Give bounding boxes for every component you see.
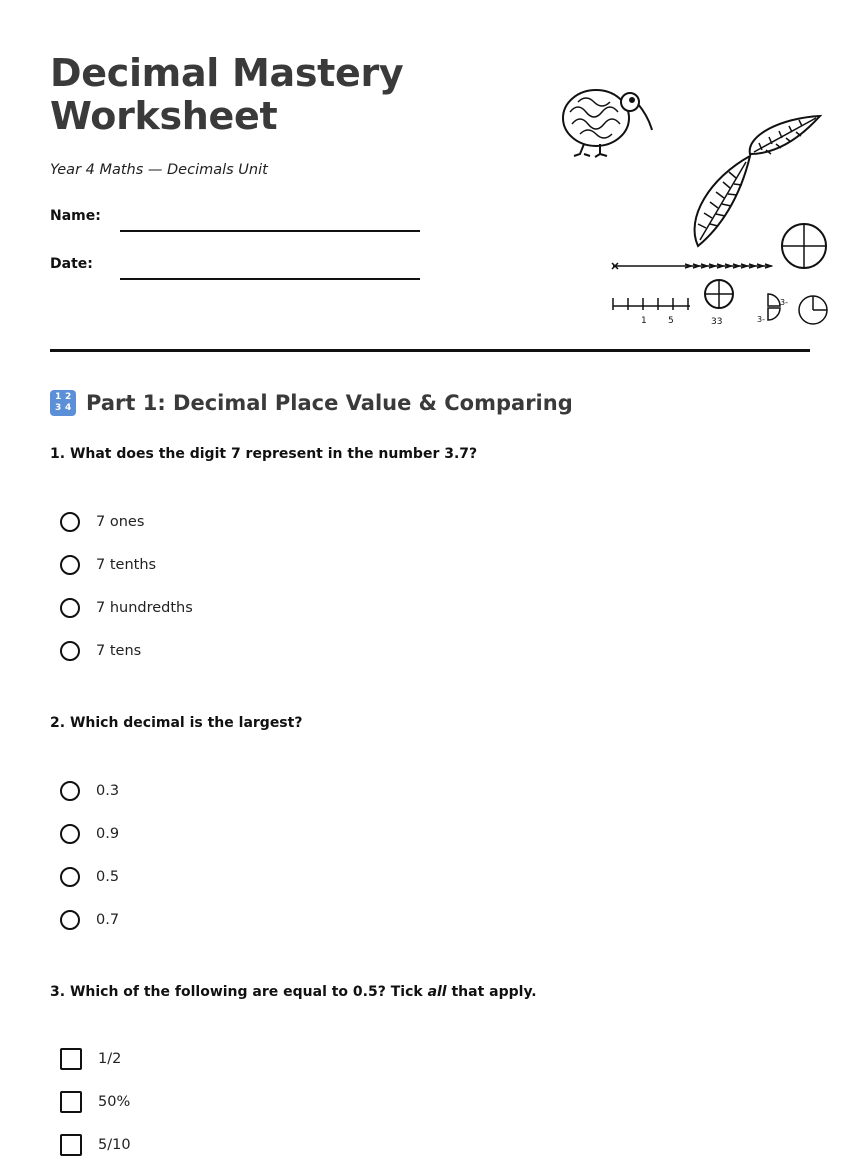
option-label: 5/10: [98, 1136, 131, 1153]
date-input-line[interactable]: [120, 278, 420, 280]
small-label-33: 33: [711, 317, 723, 327]
1234-icon: [50, 390, 76, 416]
icon-digit-4: 4: [65, 403, 72, 413]
page-title: [50, 52, 470, 138]
option-item[interactable]: [60, 543, 460, 586]
small-label-3b: 3-: [757, 315, 765, 324]
small-label-3a: 3-: [780, 298, 788, 307]
radio-button[interactable]: [60, 598, 80, 618]
option-item[interactable]: [60, 1037, 460, 1080]
option-item[interactable]: [60, 855, 460, 898]
question-1-options: [60, 500, 460, 672]
number-line-label-5: 5: [668, 316, 674, 326]
question-1: [50, 446, 477, 462]
option-label: 7 tens: [96, 642, 142, 659]
option-item[interactable]: [60, 812, 460, 855]
title-line-1: Decimal Mastery: [50, 51, 404, 95]
option-label: 0.7: [96, 911, 120, 928]
name-field[interactable]: [50, 204, 420, 230]
option-item[interactable]: [60, 500, 460, 543]
option-label: 7 ones: [96, 513, 145, 530]
number-line-label-1: 1: [641, 316, 647, 326]
name-label: Name:: [50, 208, 101, 224]
fraction-circle-icon: [768, 294, 827, 324]
option-label: 0.9: [96, 825, 120, 842]
checkbox[interactable]: [60, 1134, 82, 1156]
question-text-before: Which of the following are equal to 0.5? Tick: [69, 984, 428, 1000]
header-divider: [50, 349, 810, 352]
worksheet-header: [50, 51, 810, 327]
question-3: [50, 984, 537, 1000]
question-2: [50, 715, 302, 731]
number-line-icon: [612, 263, 772, 310]
question-text-emphasis: all: [427, 984, 447, 1000]
section-heading: [50, 390, 573, 416]
option-label: 1/2: [98, 1050, 122, 1067]
kiwi-bird-icon: [563, 90, 652, 157]
option-item[interactable]: [60, 629, 460, 672]
question-2-options: [60, 769, 460, 941]
question-text-after: that apply.: [446, 984, 537, 1000]
option-item[interactable]: [60, 898, 460, 941]
icon-digit-1: 1: [55, 392, 62, 402]
radio-button[interactable]: [60, 512, 80, 532]
option-item[interactable]: [60, 1123, 460, 1166]
option-item[interactable]: [60, 769, 460, 812]
radio-button[interactable]: [60, 781, 80, 801]
name-input-line[interactable]: [120, 230, 420, 232]
section-title-text: Part 1: Decimal Place Value & Comparing: [86, 391, 573, 415]
question-number: 1.: [50, 446, 66, 462]
icon-digit-2: 2: [65, 392, 72, 402]
question-number: 3.: [50, 984, 66, 1000]
radio-button[interactable]: [60, 555, 80, 575]
page-subtitle: Year 4 Maths — Decimals Unit: [50, 162, 268, 178]
option-item[interactable]: [60, 1080, 460, 1123]
title-line-2: Worksheet: [50, 94, 278, 138]
question-text: What does the digit 7 represent in the number 3.7?: [69, 446, 478, 462]
checkbox[interactable]: [60, 1091, 82, 1113]
option-item[interactable]: [60, 586, 460, 629]
radio-button[interactable]: [60, 910, 80, 930]
question-text: Which decimal is the largest?: [69, 715, 303, 731]
question-number: 2.: [50, 715, 66, 731]
option-label: 7 tenths: [96, 556, 157, 573]
option-label: 7 hundredths: [96, 599, 193, 616]
option-label: 0.5: [96, 868, 120, 885]
date-label: Date:: [50, 256, 93, 272]
checkbox[interactable]: [60, 1048, 82, 1070]
question-3-options: [60, 1037, 460, 1166]
radio-button[interactable]: [60, 867, 80, 887]
icon-digit-3: 3: [55, 403, 62, 413]
radio-button[interactable]: [60, 641, 80, 661]
decorative-illustration: [560, 78, 800, 327]
option-label: 0.3: [96, 782, 120, 799]
option-label: 50%: [98, 1093, 131, 1110]
date-field[interactable]: [50, 252, 420, 278]
radio-button[interactable]: [60, 824, 80, 844]
